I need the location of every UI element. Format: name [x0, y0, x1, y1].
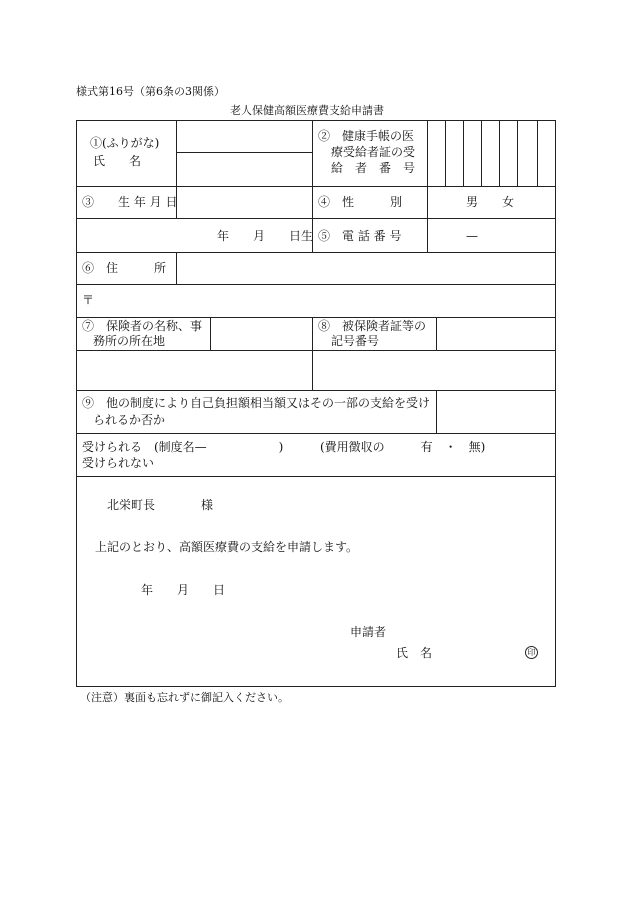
row-divider [76, 186, 556, 187]
name-label: 氏 名 [93, 154, 142, 168]
applicant-name-label: 氏 名 [396, 646, 433, 660]
row-divider [76, 390, 556, 391]
col-divider [210, 317, 211, 350]
row-divider [76, 476, 556, 477]
form-title: 老人保健高額医療費支給申請書 [230, 104, 384, 117]
fee-collection: (費用徴収の 有 ・ 無) [320, 440, 486, 454]
receivable-option: 受けられる (制度名— ) [82, 440, 284, 454]
addressee: 北栄町長 [107, 498, 156, 512]
col-divider [312, 120, 313, 186]
digit-box-line [463, 120, 464, 186]
sex-label: ④ 性 別 [318, 195, 403, 209]
name-split-line [176, 152, 312, 153]
phone-label: ⑤ 電 話 番 号 [318, 229, 402, 243]
footnote: （注意）裏面も忘れずに御記入ください。 [80, 691, 289, 704]
col-divider [436, 390, 437, 433]
applicant-label: 申請者 [350, 625, 387, 639]
seal-mark: 印 [525, 646, 538, 659]
birthdate-suffix: 年 月 日生 [217, 229, 314, 243]
digit-box-line [537, 120, 538, 186]
col-divider [176, 252, 177, 284]
birthdate-label: ③ 生 年 月 日 [82, 195, 178, 209]
row-divider [76, 252, 556, 253]
digit-box-line [517, 120, 518, 186]
date-line: 年 月 日 [141, 583, 226, 597]
row-divider [76, 284, 556, 285]
digit-box-line [499, 120, 500, 186]
insured-label: 記号番号 [331, 334, 380, 348]
insurance-no-label: 給 者 番 号 [331, 161, 416, 175]
application-statement: 上記のとおり、高額医療費の支給を申請します。 [95, 540, 359, 554]
insurance-no-label: ② 健康手帳の医 [318, 129, 415, 143]
row-divider [76, 433, 556, 434]
address-label: ⑥ 住 所 [82, 261, 167, 275]
honorific: 様 [201, 498, 214, 512]
not-receivable-option: 受けられない [82, 456, 155, 470]
row-divider [76, 317, 556, 318]
postal-mark: 〒 [82, 293, 95, 307]
insurer-label: 務所の所在地 [93, 334, 166, 348]
insured-label: ⑧ 被保険者証等の [318, 319, 427, 333]
col-divider [176, 120, 177, 186]
col-divider [312, 317, 313, 390]
digit-box-line [481, 120, 482, 186]
row-divider [76, 218, 556, 219]
sex-options: 男 女 [466, 195, 515, 209]
insurer-label: ⑦ 保険者の名称、事 [82, 319, 203, 333]
other-benefit-label: られるか否か [93, 413, 166, 427]
col-divider [427, 120, 428, 186]
digit-box-line [445, 120, 446, 186]
insurance-no-label: 療受給者証の受 [331, 145, 416, 159]
phone-separator: — [466, 229, 478, 243]
other-benefit-label: ⑨ 他の制度により自己負担額相当額又はその一部の支給を受け [82, 396, 431, 410]
furigana-label: ①(ふりがな) [90, 136, 160, 150]
col-divider [427, 186, 428, 252]
form-code: 様式第16号（第6条の3関係） [76, 85, 225, 98]
col-divider [436, 317, 437, 350]
row-divider [76, 350, 556, 351]
